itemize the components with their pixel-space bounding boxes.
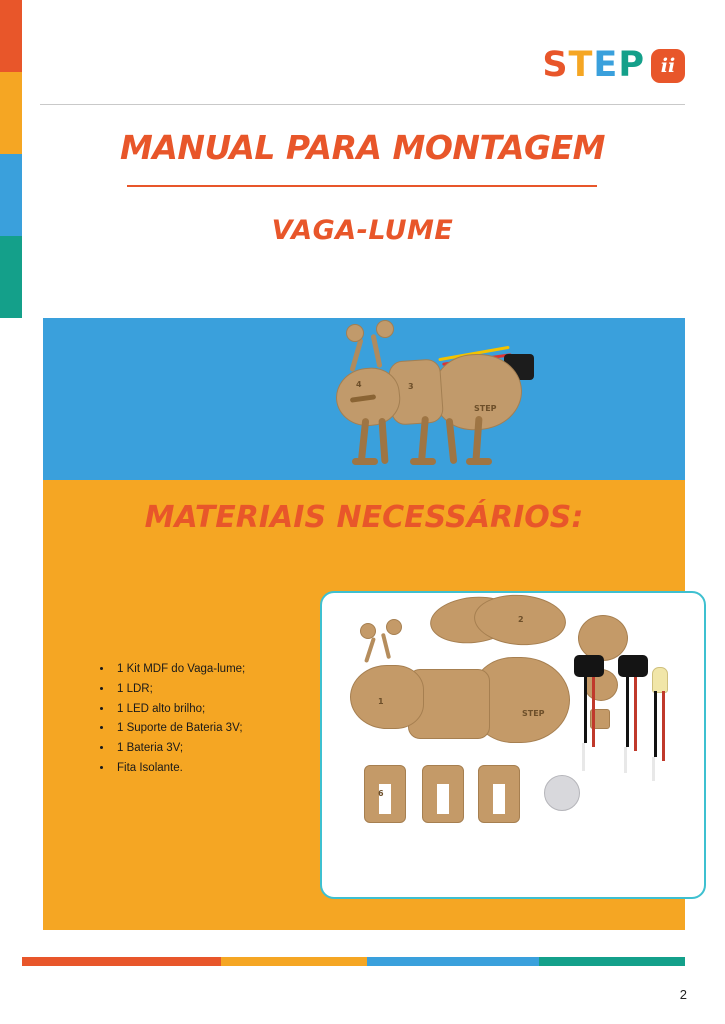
mdf-part-antenna-ball: [360, 623, 376, 639]
wire-red: [592, 677, 595, 747]
ldr-sensor: [618, 655, 648, 677]
wire-stripped-end: [582, 743, 585, 771]
list-item: • 1 LED alto brilho;: [113, 700, 333, 720]
materials-section: [43, 480, 685, 930]
materials-photo: [322, 593, 704, 897]
part-tag: STEP: [522, 709, 545, 718]
list-item: • 1 LDR;: [113, 680, 333, 700]
part-tag: STEP: [474, 404, 497, 413]
title-underline: [127, 185, 597, 187]
footer-segment-blue: [367, 957, 539, 966]
leg-notch: [437, 784, 449, 814]
wire-red: [662, 691, 665, 761]
list-item: • 1 Suporte de Bateria 3V;: [113, 719, 333, 739]
wire-black: [626, 677, 629, 747]
footer-segment-orange: [22, 957, 221, 966]
page-title: MANUAL PARA MONTAGEM: [120, 128, 605, 167]
footer-segment-yellow: [221, 957, 367, 966]
hero-image-band: [43, 318, 685, 480]
footer-segment-teal: [539, 957, 685, 966]
mdf-part-leg: [478, 765, 520, 823]
firefly-leg: [378, 418, 388, 464]
firefly-antenna-right: [371, 334, 383, 368]
firefly-antenna-ball-left: [346, 324, 364, 342]
list-item: • Fita Isolante.: [113, 759, 333, 779]
firefly-antenna-ball-right: [376, 320, 394, 338]
firefly-foot: [352, 458, 378, 465]
part-tag: 2: [518, 615, 524, 624]
firefly-foot: [466, 458, 492, 465]
part-tag: 3: [408, 382, 414, 391]
battery-holder-component: [574, 655, 604, 677]
mdf-part-leg: [422, 765, 464, 823]
materials-heading: MATERIAIS NECESSÁRIOS:: [144, 500, 584, 535]
part-tag: 4: [356, 380, 362, 389]
rail-segment-teal: [0, 236, 22, 318]
wire-stripped-end: [652, 757, 655, 781]
part-tag: 1: [378, 697, 384, 706]
wire-black: [654, 691, 657, 757]
wire-red: [634, 677, 637, 751]
materials-list: [67, 660, 333, 779]
page-subtitle: VAGA-LUME: [271, 215, 454, 246]
brand-logo: [542, 45, 685, 85]
logo-letter-p: P: [618, 45, 645, 85]
wire-black: [584, 677, 587, 743]
materials-photo-card: [320, 591, 706, 899]
brand-logo-text: [542, 45, 645, 85]
wire-stripped-end: [624, 747, 627, 773]
logo-letter-e: E: [593, 45, 619, 85]
mdf-part-head: [350, 665, 424, 729]
mdf-part-antenna-ball: [386, 619, 402, 635]
coin-battery: [544, 775, 580, 811]
logo-letter-t: T: [568, 45, 594, 85]
logo-badge-icon: ii: [651, 49, 685, 83]
list-item: • 1 Bateria 3V;: [113, 739, 333, 759]
assembled-firefly-illustration: [298, 318, 558, 480]
mdf-part-antenna: [381, 633, 391, 659]
rail-segment-orange: [0, 0, 22, 72]
firefly-antenna-left: [349, 338, 363, 372]
part-tag: 6: [378, 789, 384, 798]
mdf-part-antenna: [364, 637, 376, 663]
header-divider: [40, 104, 685, 105]
leg-notch: [493, 784, 505, 814]
footer-color-bar: [22, 957, 685, 966]
logo-letter-s: S: [542, 45, 569, 85]
list-item: • 1 Kit MDF do Vaga-lume;: [113, 660, 333, 680]
led-component: [652, 667, 668, 693]
firefly-foot: [410, 458, 436, 465]
page-number: 2: [679, 987, 687, 1002]
mdf-part-leg: [364, 765, 406, 823]
